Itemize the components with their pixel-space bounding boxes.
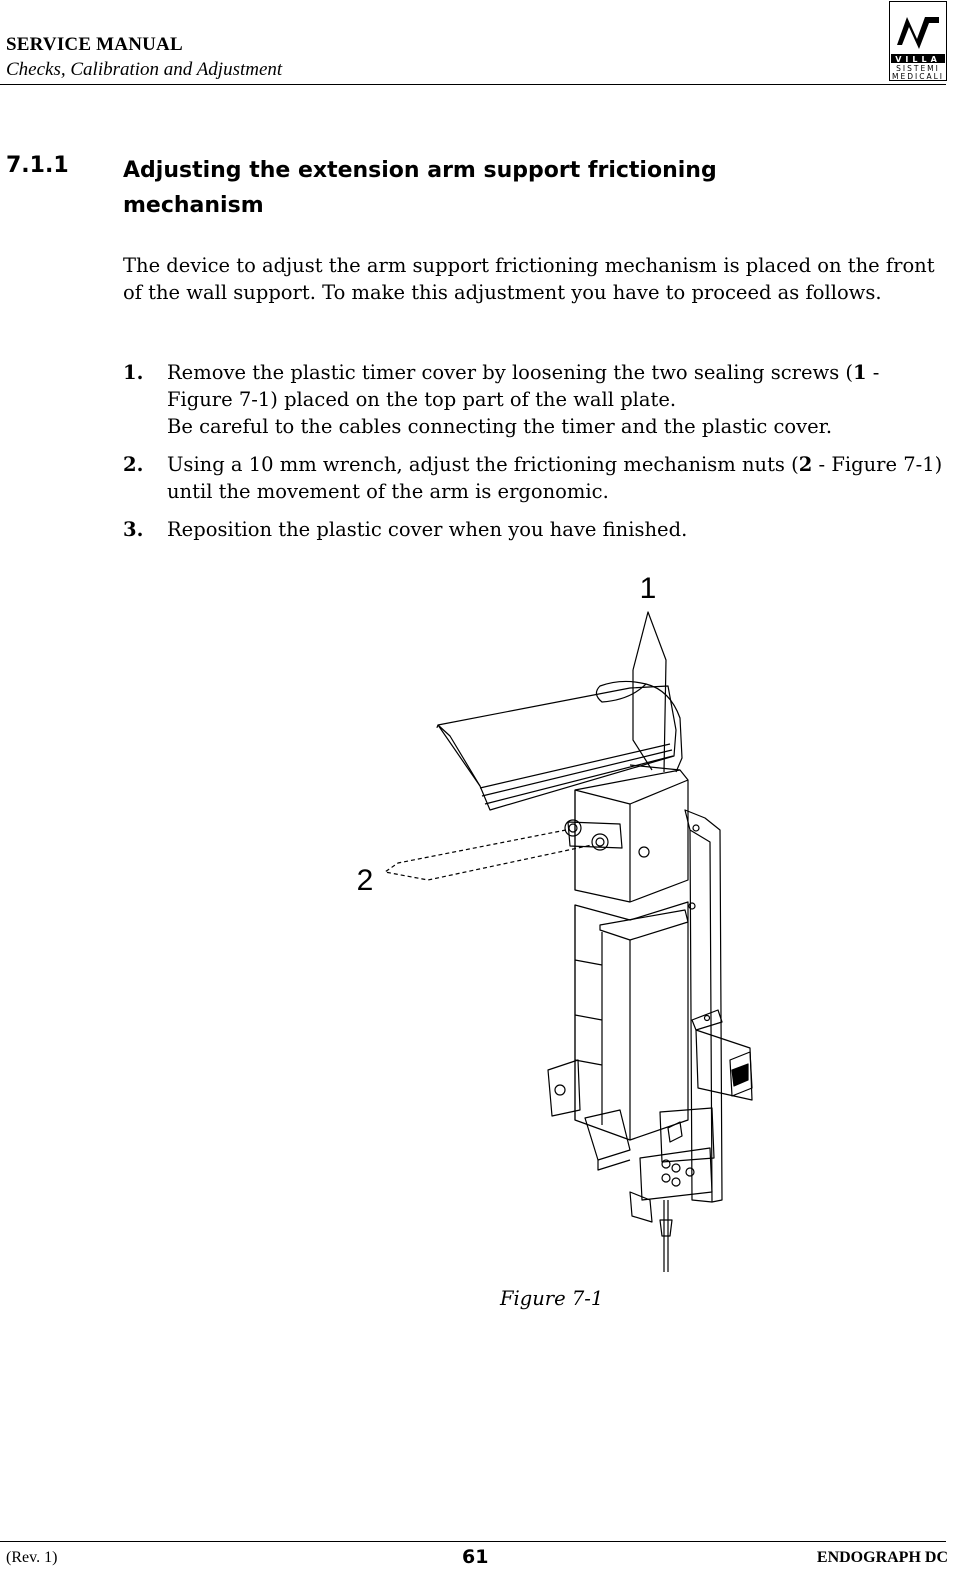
revision-label: (Rev. 1)	[6, 1549, 58, 1566]
step-text	[167, 451, 948, 505]
footer-divider	[0, 1541, 946, 1542]
callout-2-leader	[385, 830, 592, 880]
step-text-part: - Figure 7-1) placed on the top part of the wall plate.	[167, 361, 880, 411]
section-number: 7.1.1	[6, 153, 69, 178]
step-item	[123, 516, 948, 543]
friction-nuts	[565, 820, 649, 857]
step-number: 3.	[123, 518, 144, 541]
figure-7-1	[330, 560, 770, 1280]
chapter-subtitle: Checks, Calibration and Adjustment	[6, 59, 283, 80]
wall-support-drawing	[330, 560, 770, 1280]
callout-2-label: 2	[356, 864, 374, 897]
villa-logo-icon	[889, 1, 947, 81]
logo-mark-text: VILLA	[895, 55, 941, 64]
rocker-switch-icon	[692, 1010, 752, 1100]
product-name: ENDOGRAPH DC	[816, 1549, 948, 1566]
step-number: 2.	[123, 453, 144, 476]
step-text-part: Using a 10 mm wrench, adjust the frictioning mechanism nuts (	[167, 453, 799, 476]
friction-housing	[575, 770, 688, 902]
step-item	[123, 359, 948, 440]
step-number: 1.	[123, 361, 144, 384]
step-text-part: - Figure 7-1) until the movement of the arm is ergonomic.	[167, 453, 943, 503]
arm-top-cap	[596, 681, 646, 702]
terminal-block	[640, 1148, 712, 1200]
step-item	[123, 451, 948, 505]
logo-line1-text: SISTEMI	[896, 64, 940, 73]
logo-line2-text: MEDICALI	[892, 72, 944, 81]
company-logo	[889, 1, 947, 81]
manual-title: SERVICE MANUAL	[6, 34, 183, 55]
callout-1-label: 1	[639, 572, 657, 605]
step-callout-ref: 2	[798, 453, 813, 476]
header-divider	[0, 84, 946, 85]
section-title: Adjusting the extension arm support frictioning mechanism	[123, 158, 717, 218]
timer-body	[575, 902, 688, 1140]
extension-arm	[438, 686, 676, 810]
step-callout-ref: 1	[853, 361, 867, 384]
step-text	[167, 359, 948, 413]
page-number: 61	[462, 1546, 489, 1568]
step-note: Be careful to the cables connecting the timer and the plastic cover.	[167, 415, 833, 438]
procedure-steps	[123, 359, 948, 554]
figure-caption: Figure 7-1	[500, 1287, 604, 1310]
step-text: Reposition the plastic cover when you have finished.	[167, 518, 688, 541]
step-text-part: Remove the plastic timer cover by loosening the two sealing screws (	[167, 361, 854, 384]
intro-paragraph: The device to adjust the arm support frictioning mechanism is placed on the front of the wall support. To make this adjustment you have to proceed as follows.	[123, 254, 935, 304]
